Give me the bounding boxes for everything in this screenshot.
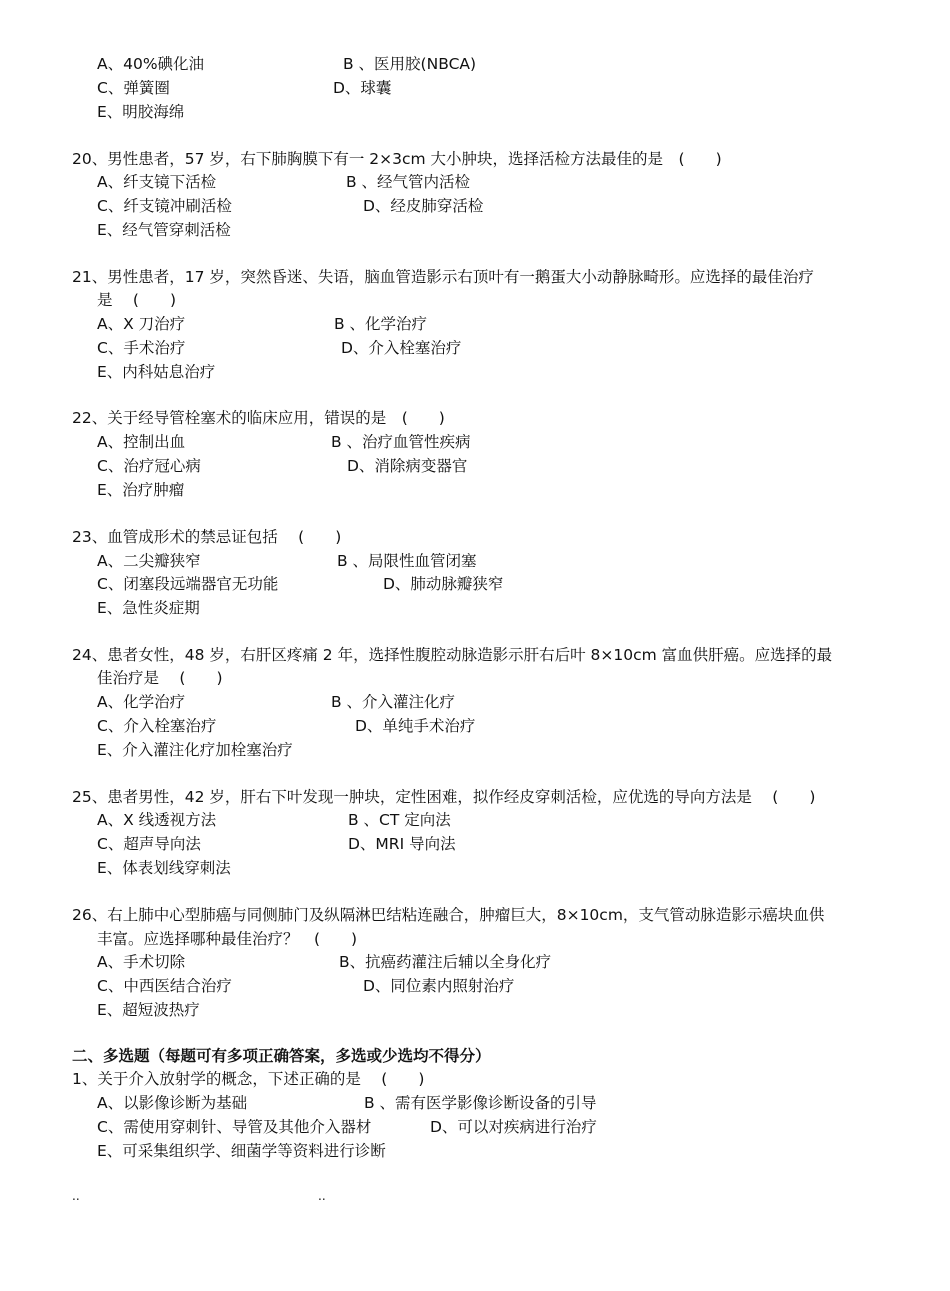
q20-option-c: C、纤支镜冲刷活检	[97, 197, 232, 215]
q25-option-a: A、X 线透视方法	[97, 811, 217, 829]
q23-option-a: A、二尖瓣狭窄	[97, 552, 201, 570]
q24-option-e: E、介入灌注化疗加栓塞治疗	[97, 741, 293, 759]
q24-stem-cont: 佳治疗是 ( )	[97, 669, 223, 687]
q21-stem-cont: 是 ( )	[97, 291, 177, 309]
q20-option-e: E、经气管穿刺活检	[97, 221, 231, 239]
q23-option-c: C、闭塞段远端器官无功能	[97, 575, 279, 593]
q24-option-d: D、单纯手术治疗	[355, 717, 476, 735]
q26-option-c: C、中西医结合治疗	[97, 977, 232, 995]
q22-option-b: B 、治疗血管性疾病	[331, 433, 471, 451]
q21-option-c: C、手术治疗	[97, 339, 186, 357]
q20-option-b: B 、经气管内活检	[346, 173, 471, 191]
q22-option-a: A、控制出血	[97, 433, 186, 451]
footer-left: ..	[72, 1189, 80, 1203]
q25-stem: 25、患者男性，42 岁，肝右下叶发现一肿块，定性困难，拟作经皮穿刺活检，应优选的导向方法是 ( )	[72, 788, 816, 806]
q20-stem: 20、男性患者，57 岁，右下肺胸膜下有一 2×3cm 大小肿块，选择活检方法最佳的是 ( )	[72, 150, 722, 168]
q22-option-d: D、消除病变器官	[347, 457, 468, 475]
q26-stem: 26、右上肺中心型肺癌与同侧肺门及纵隔淋巴结粘连融合，肿瘤巨大，8×10cm，支气管动脉造影示癌块血供	[72, 906, 825, 924]
q25-option-d: D、MRI 导向法	[348, 835, 456, 853]
q20-option-d: D、经皮肺穿活检	[363, 197, 484, 215]
q24-stem: 24、患者女性，48 岁，右肝区疼痛 2 年，选择性腹腔动脉造影示肝右后叶 8×10cm 富血供肝癌。应选择的最	[72, 646, 833, 664]
q26-stem-cont: 丰富。应选择哪种最佳治疗？ ( )	[97, 930, 358, 948]
m1-option-e: E、可采集组织学、细菌学等资料进行诊断	[97, 1142, 386, 1160]
q22-option-e: E、治疗肿瘤	[97, 481, 185, 499]
m1-option-a: A、以影像诊断为基础	[97, 1094, 248, 1112]
q19-option-d: D、球囊	[333, 79, 392, 97]
m1-stem: 1、关于介入放射学的概念，下述正确的是 ( )	[72, 1070, 425, 1088]
q24-option-b: B 、介入灌注化疗	[331, 693, 456, 711]
q23-option-d: D、肺动脉瓣狭窄	[383, 575, 504, 593]
q23-stem: 23、血管成形术的禁忌证包括 ( )	[72, 528, 342, 546]
m1-option-d: D、可以对疾病进行治疗	[430, 1118, 597, 1136]
q22-stem: 22、关于经导管栓塞术的临床应用，错误的是 ( )	[72, 409, 445, 427]
footer-right: ..	[318, 1189, 326, 1203]
q19-option-e: E、明胶海绵	[97, 103, 185, 121]
q26-option-b: B、抗癌药灌注后辅以全身化疗	[339, 953, 552, 971]
q22-option-c: C、治疗冠心病	[97, 457, 201, 475]
q26-option-e: E、超短波热疗	[97, 1001, 200, 1019]
m1-option-b: B 、需有医学影像诊断设备的引导	[364, 1094, 597, 1112]
q25-option-c: C、超声导向法	[97, 835, 201, 853]
q21-option-b: B 、化学治疗	[334, 315, 428, 333]
q26-option-a: A、手术切除	[97, 953, 186, 971]
m1-option-c: C、需使用穿刺针、导管及其他介入器材	[97, 1118, 372, 1136]
q19-option-a: A、40%碘化油	[97, 55, 205, 73]
q21-option-d: D、介入栓塞治疗	[341, 339, 462, 357]
q25-option-e: E、体表划线穿刺法	[97, 859, 231, 877]
q21-option-e: E、内科姑息治疗	[97, 363, 216, 381]
q23-option-b: B 、局限性血管闭塞	[337, 552, 477, 570]
q23-option-e: E、急性炎症期	[97, 599, 200, 617]
q21-option-a: A、X 刀治疗	[97, 315, 186, 333]
q20-option-a: A、纤支镜下活检	[97, 173, 217, 191]
q21-stem: 21、男性患者，17 岁，突然昏迷、失语，脑血管造影示右顶叶有一鹅蛋大小动静脉畸形。应选择的最佳治疗	[72, 268, 814, 286]
q26-option-d: D、同位素内照射治疗	[363, 977, 515, 995]
section-heading: 二、多选题（每题可有多项正确答案，多选或少选均不得分）	[72, 1047, 491, 1065]
q19-option-c: C、弹簧圈	[97, 79, 170, 97]
q19-option-b: B 、医用胶(NBCA)	[343, 55, 477, 73]
q24-option-a: A、化学治疗	[97, 693, 186, 711]
q24-option-c: C、介入栓塞治疗	[97, 717, 217, 735]
q25-option-b: B 、CT 定向法	[348, 811, 451, 829]
